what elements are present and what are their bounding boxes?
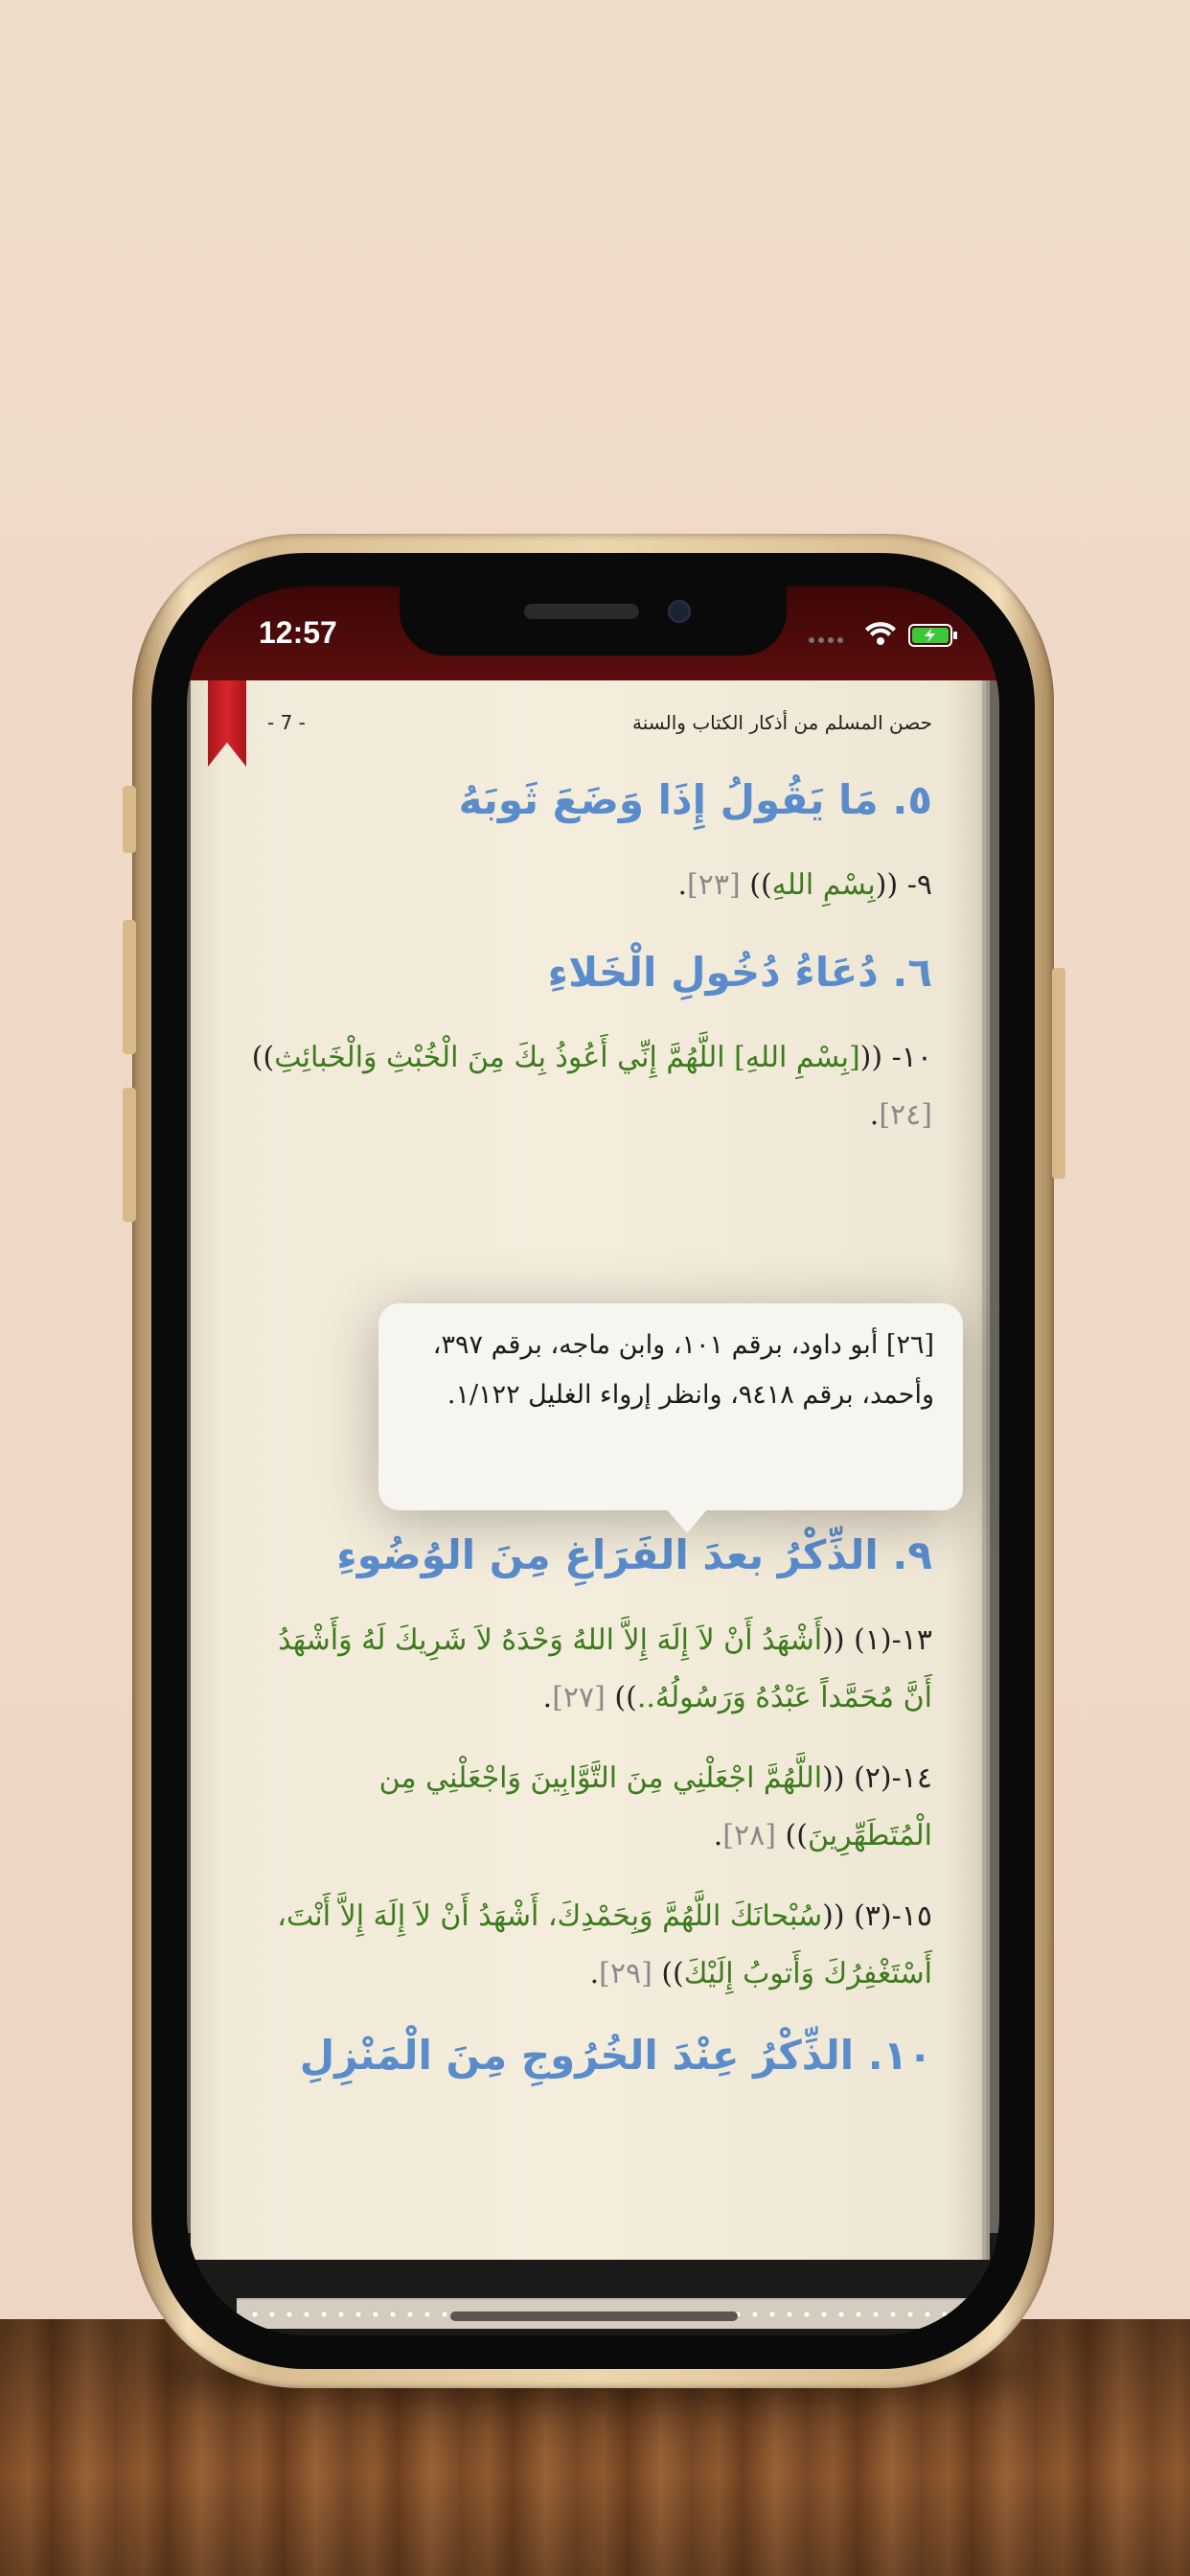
book-page[interactable] [191, 680, 978, 2260]
dhikr-paragraph: ١٥-(٣) ((سُبْحانَكَ اللَّهُمَّ وَبِحَمْدِكَ، أَشْهَدُ أَنْ لاَ إِلَهَ إِلاَّ أَنْتَ، أَسْتَغْفِرُكَ وَأَتوبُ إِلَيْكَ)) [٢٩]. [277, 1899, 932, 1990]
dhikr-paragraph: ١٣-(١) ((أَشْهَدُ أَنْ لاَ إِلَهَ إِلاَّ اللهُ وَحْدَهُ لاَ شَرِيكَ لَهُ وَأَشْهَدُ أَنَّ مُحَمَّداً عَبْدُهُ وَرَسُولُهُ..)) [٢٧]. [278, 1623, 932, 1714]
footnote-reference[interactable]: [٢٧] [552, 1681, 606, 1714]
status-icons [806, 619, 959, 648]
mute-switch [123, 786, 136, 853]
section-heading: ٦. دُعَاءُ دُخُولِ الْخَلاءِ [547, 949, 932, 996]
section-heading: ٩. الذِّكْرُ بعدَ الفَرَاغِ مِنَ الوُضُوءِ [336, 1531, 932, 1578]
battery-charging-icon [909, 625, 957, 646]
running-head: حصن المسلم من أذكار الكتاب والسنة [632, 711, 932, 734]
dhikr-paragraph: ١٠- (([بِسْمِ اللهِ] اللَّهُمَّ إِنِّي أَعُوذُ بِكَ مِنَ الْخُبْثِ وَالْخَبائِثِ)) [٢٤]. [251, 1041, 932, 1132]
side-button [1052, 968, 1065, 1179]
dhikr-paragraph: ٩- ((بِسْمِ اللهِ)) [٢٣]. [677, 868, 932, 902]
page-number: - 7 - [267, 711, 306, 734]
phone-screen [187, 586, 999, 2335]
volume-down-button [123, 1088, 136, 1222]
notch [400, 586, 787, 656]
status-bar [187, 586, 999, 680]
front-camera [668, 600, 691, 623]
footnote-popup-text: [٢٦] أبو داود، برقم ١٠١، وابن ماجه، برقم ٣٩٧، وأحمد، برقم ٩٤١٨، وانظر إرواء الغليل ١/١٢٢. [432, 1330, 934, 1410]
dhikr-paragraph: ١٤-(٢) ((اللَّهُمَّ اجْعَلْنِي مِنَ التَّوَّابِينَ وَاجْعَلْنِي مِن الْمُتَطَهِّرِينَ)) [٢٨]. [378, 1761, 932, 1852]
footnote-reference[interactable]: [٢٤] [879, 1098, 932, 1132]
section-heading: ١٠. الذِّكْرُ عِنْدَ الخُرُوجِ مِنَ الْمَنْزِلِ [299, 2032, 932, 2079]
wifi-icon [865, 622, 896, 645]
status-time: 12:57 [259, 615, 337, 650]
section-heading: ٥. مَا يَقُولُ إِذَا وَضَعَ ثَوبَهُ [458, 776, 932, 823]
speaker-grille [524, 604, 639, 619]
footnote-reference[interactable]: [٢٣] [687, 868, 741, 902]
signal-icon [809, 637, 843, 643]
footnote-popup[interactable] [378, 1303, 963, 1510]
bookmark-ribbon-icon[interactable] [208, 680, 246, 767]
footnote-reference[interactable]: [٢٨] [722, 1819, 776, 1852]
volume-up-button [123, 920, 136, 1054]
home-indicator[interactable] [450, 2312, 738, 2321]
footnote-reference[interactable]: [٢٩] [599, 1957, 652, 1990]
